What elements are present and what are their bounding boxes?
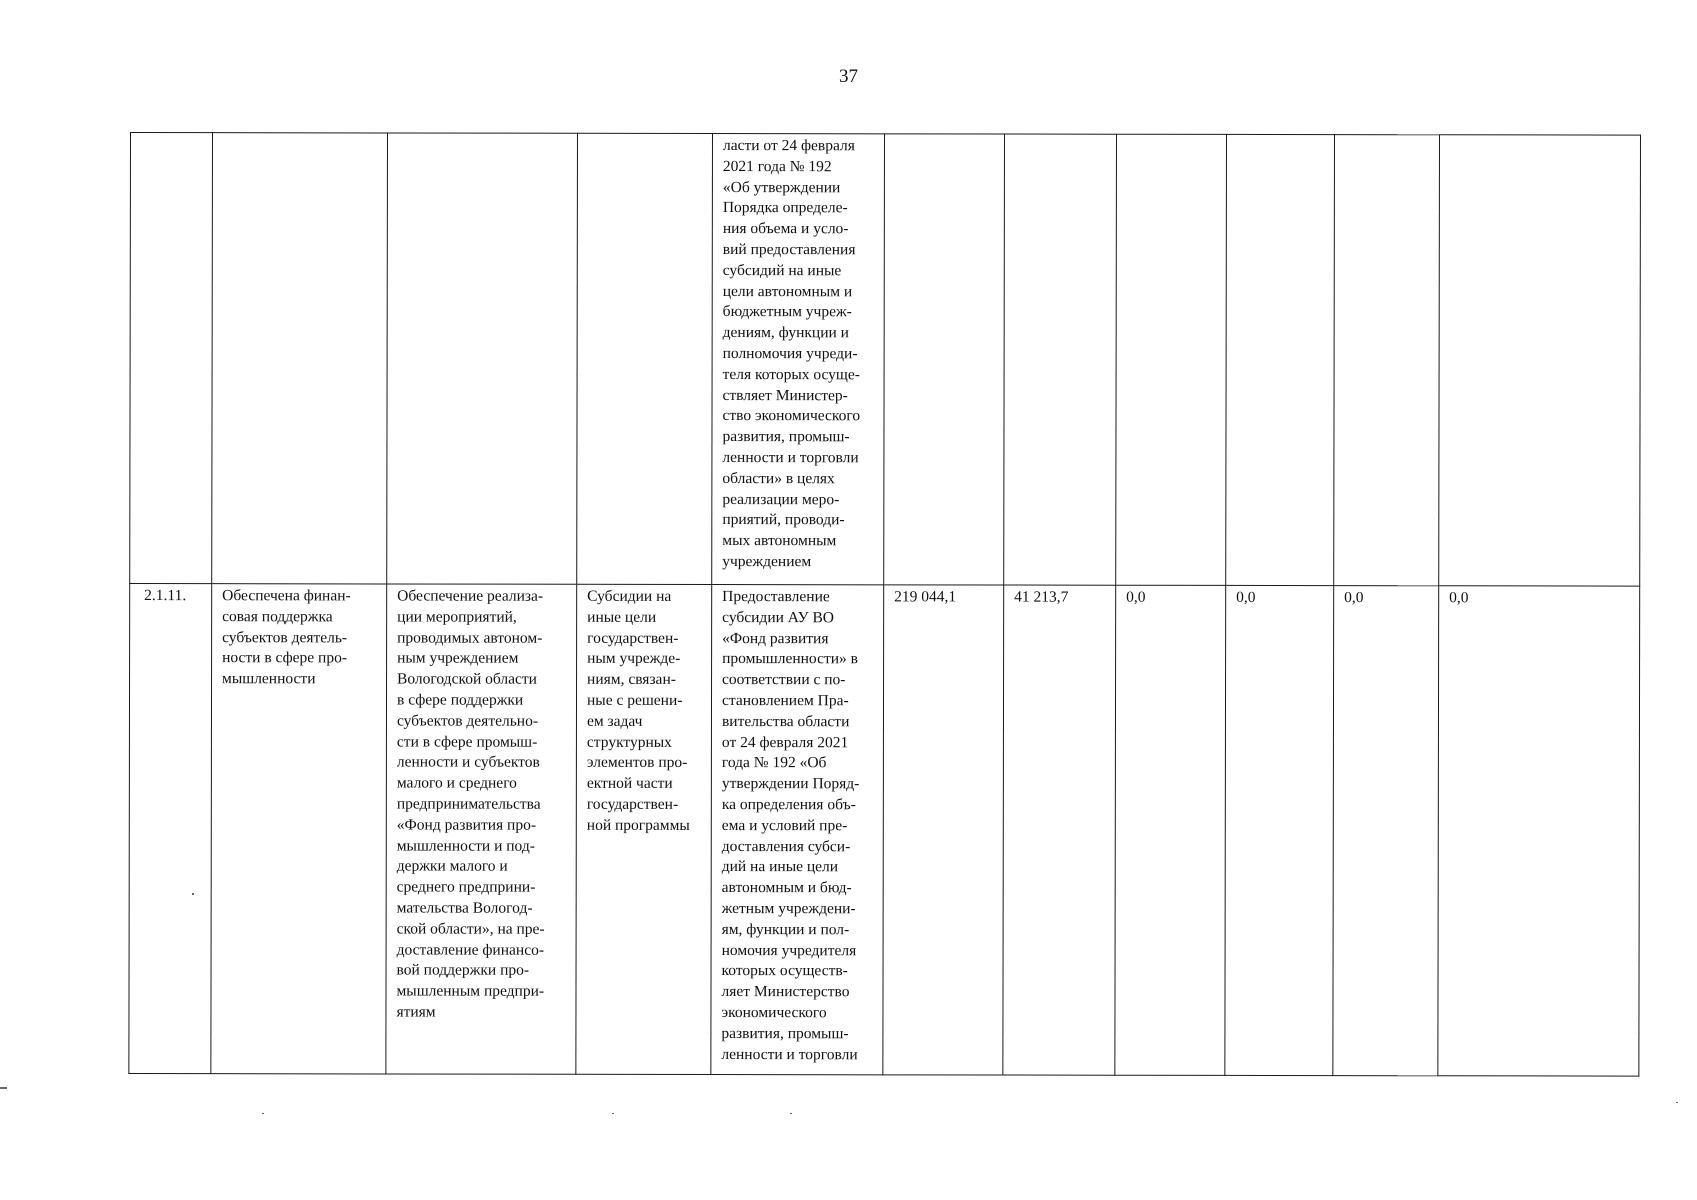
cell-value xyxy=(1439,135,1641,586)
cell-value: 0,0 xyxy=(1115,585,1226,1075)
cell-value xyxy=(1334,135,1440,586)
table-row xyxy=(129,584,1640,1077)
cell-value: 219 044,1 xyxy=(883,585,1004,1075)
scan-mark xyxy=(192,893,194,895)
scan-mark xyxy=(262,1113,264,1114)
cell-value xyxy=(1116,134,1227,585)
cell-type xyxy=(577,133,713,584)
table-row-continued xyxy=(130,133,1641,587)
cell-value: 0,0 xyxy=(1225,585,1334,1075)
cell-value: 0,0 xyxy=(1438,586,1640,1076)
scan-mark xyxy=(0,1087,7,1089)
cell-measure xyxy=(387,133,578,584)
cell-measure: Обеспечение реализа- ции мероприятий, проводимых автоном- ным учреждением Вологодской области в сфере поддержки субъектов деятельно- сти в сфере промыш- ленности и субъектов малого и среднего предпринимательства «Фонд развития про- мышленности и под- держки малого и среднего предприни- мательства Вологод- ской области», на пре- доставление финансо- вой поддержки про- мышленным предпри- ятиям xyxy=(386,584,577,1074)
funding-table xyxy=(128,132,1641,1077)
scan-mark xyxy=(790,1113,792,1114)
cell-value xyxy=(1004,134,1117,585)
cell-value xyxy=(884,134,1005,585)
cell-number: 2.1.11. xyxy=(129,584,212,1074)
cell-value xyxy=(1226,134,1335,585)
cell-value: 41 213,7 xyxy=(1003,585,1116,1075)
cell-result xyxy=(212,133,388,584)
page-number: 37 xyxy=(839,66,858,87)
scan-mark xyxy=(612,1113,614,1114)
cell-result: Обеспечена финан- совая поддержка субъектов деятель- ности в сфере про- мышленности xyxy=(211,584,387,1074)
cell-value: 0,0 xyxy=(1333,586,1439,1076)
cell-type: Субсидии на иные цели государствен- ным учрежде- ниям, связан- ные с решени- ем задач структурных элементов про- ектной части государствен- ной программы xyxy=(576,584,712,1074)
cell-number xyxy=(130,133,213,584)
scan-mark xyxy=(1676,1102,1678,1103)
cell-legal-basis: Предоставление субсидии АУ ВО «Фонд развития промышленности» в соответствии с по- становлением Пра- вительства области от 24 февраля 2021 года № 192 «Об утверждении Поряд- ка определения объ- ема и условий пре- доставления субси- дий на иные цели автономным и бюд- жетным учреждени- ям, функции и пол- номочия учредителя которых осуществ- ляет Министерство экономического развития, промыш- ленности и торговли xyxy=(711,585,884,1075)
cell-legal-basis: ласти от 24 февраля 2021 года № 192 «Об утверждении Порядка определе- ния объема и усло- вий предоставления субсидий на иные цели автономным и бюджетным учреж- дениям, функции и полномочия учреди- теля которых осуще- ствляет Министер- ство экономического развития, промыш- ленности и торговли области» в целях реализации меро- приятий, проводи- мых автономным учреждением xyxy=(712,134,885,585)
